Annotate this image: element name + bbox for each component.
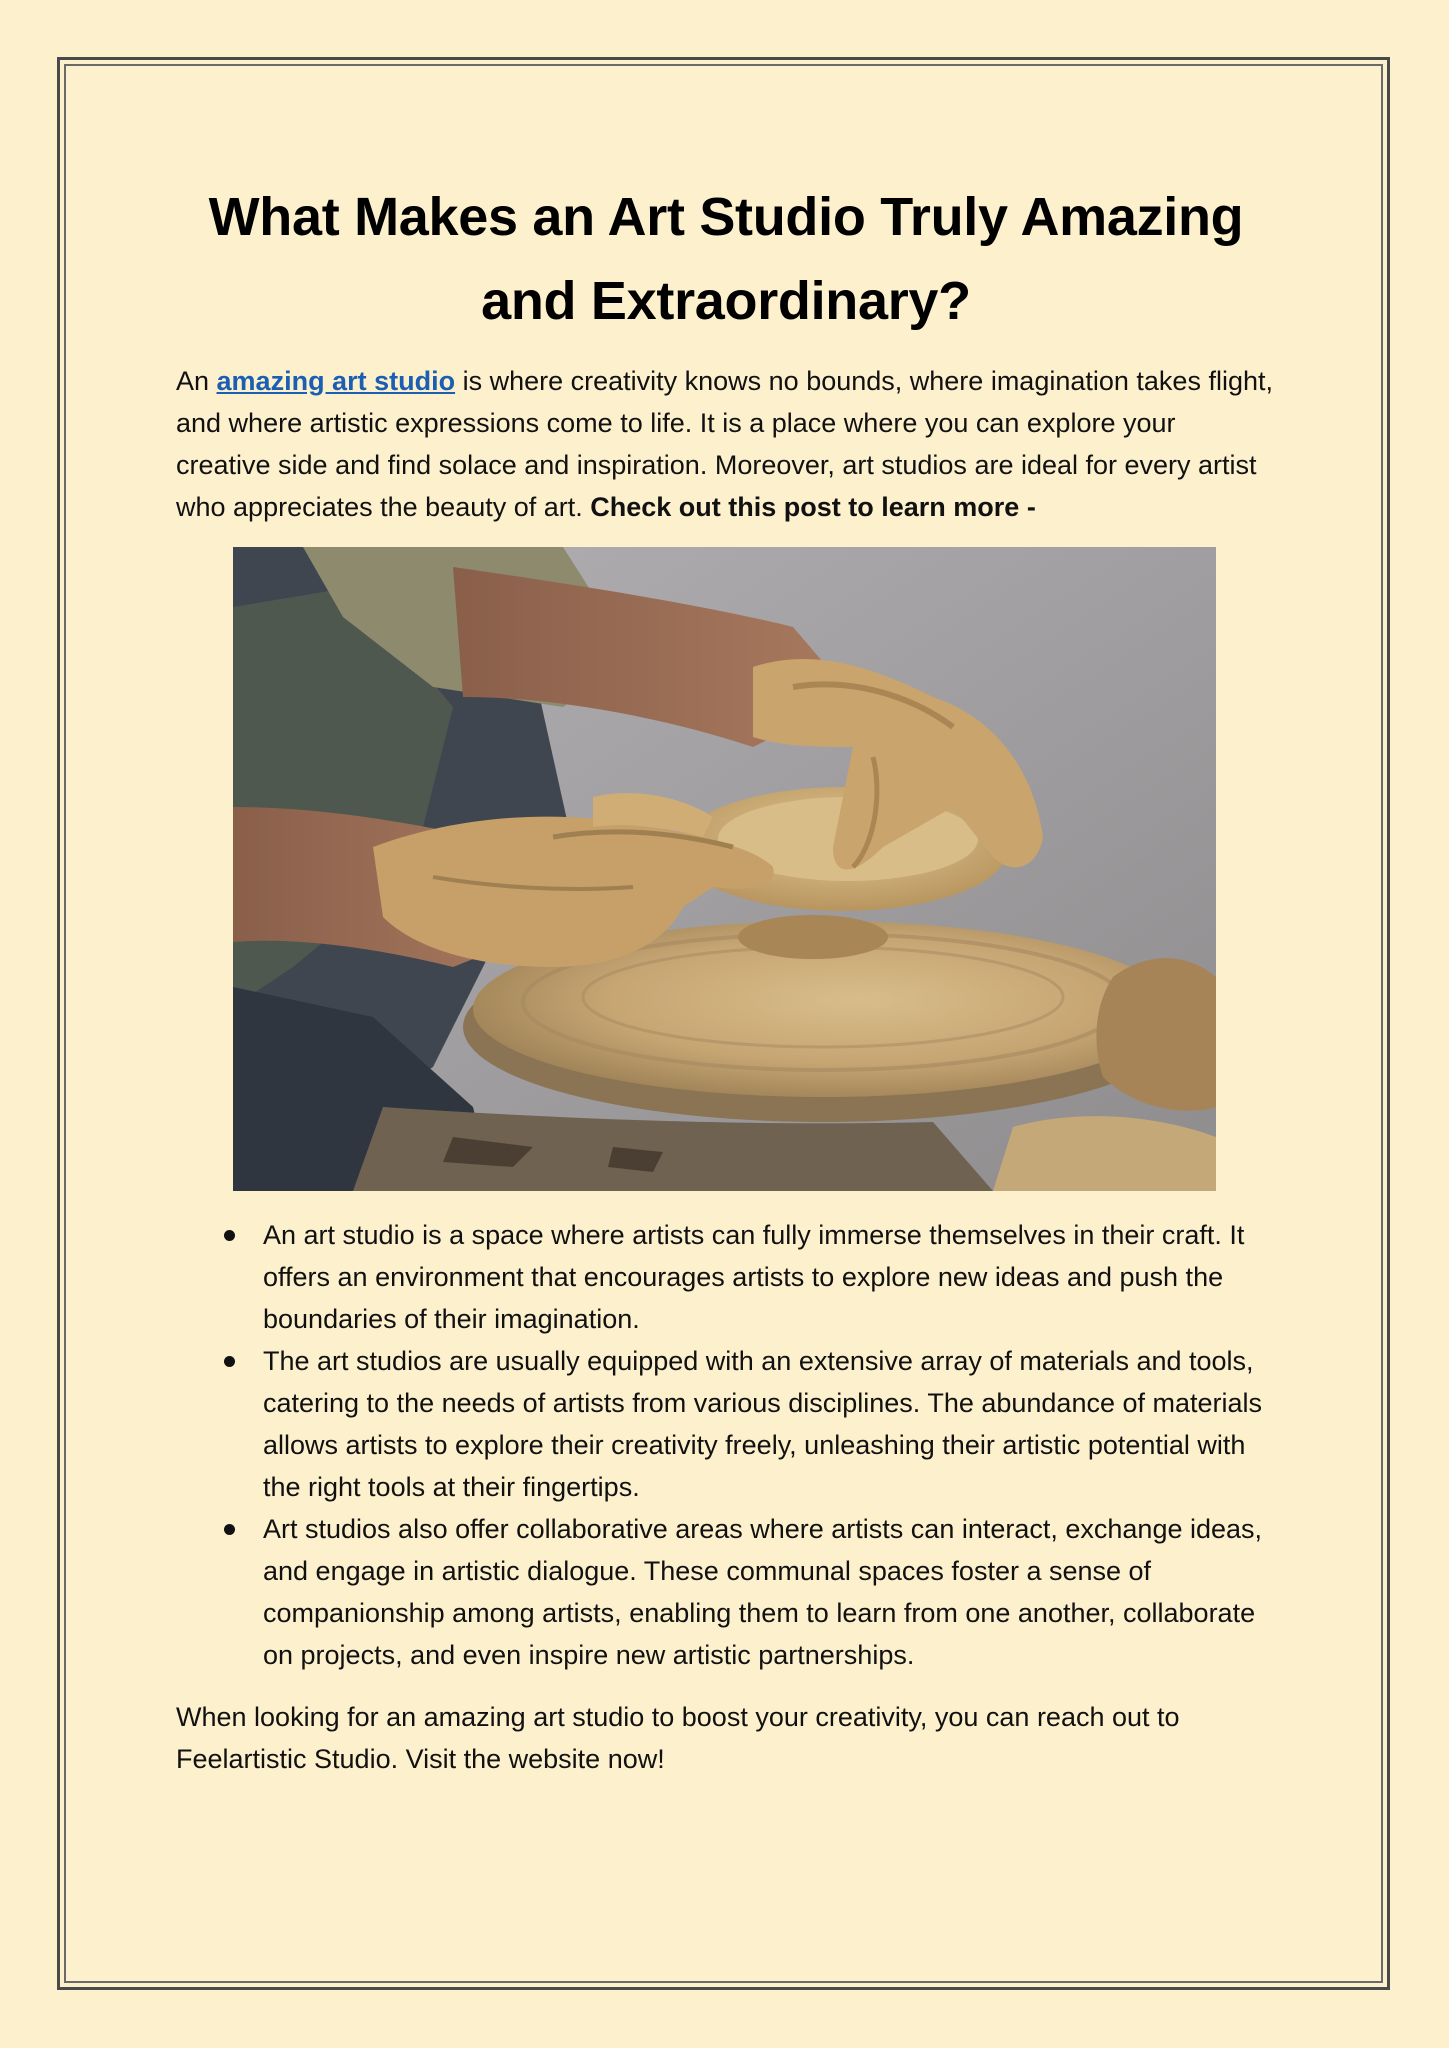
page-title: What Makes an Art Studio Truly Amazing and Extraordinary? xyxy=(208,187,1244,331)
pottery-wheel-photo xyxy=(233,547,1216,1191)
list-item-text: The art studios are usually equipped with an extensive array of materials and tools, catering to the needs of artists from various disciplines. The abundance of materials allows artists to explore their creativity freely, unleashing their artistic potential with the right tools at their fingertips. xyxy=(263,1346,1263,1502)
amazing-art-studio-link[interactable]: amazing art studio xyxy=(216,366,456,396)
closing-paragraph: When looking for an amazing art studio to boost your creativity, you can reach out to Feelartistic Studio. Visit the website now! xyxy=(176,1702,1180,1774)
intro-callout: Check out this post to learn more - xyxy=(590,492,1036,522)
intro-body: is where creativity knows no bounds, where imagination takes flight, and where artistic expressions come to life. It is a place where you can explore your creative side and find solace and inspiration. Moreover, art studios are ideal for every artist who appreciates the beauty of art. xyxy=(176,366,1273,522)
article-header xyxy=(176,175,1276,528)
list-item xyxy=(176,1340,1276,1508)
list-item-text: Art studios also offer collaborative areas where artists can interact, exchange ideas, and engage in artistic dialogue. These communal spaces foster a sense of companionship among artists, enabling them to learn from one another, collaborate on projects, and even inspire new artistic partnerships. xyxy=(263,1514,1263,1670)
bullet-icon xyxy=(224,1524,235,1535)
list-item xyxy=(176,1214,1276,1340)
bullet-icon xyxy=(224,1356,235,1367)
intro-prefix: An xyxy=(176,366,217,396)
list-item xyxy=(176,1508,1276,1676)
feature-list xyxy=(176,1214,1276,1676)
list-item-text: An art studio is a space where artists can fully immerse themselves in their craft. It offers an environment that encourages artists to explore new ideas and push the boundaries of their imagination. xyxy=(263,1220,1245,1334)
bullet-icon xyxy=(224,1230,235,1241)
intro-paragraph xyxy=(176,360,1276,528)
